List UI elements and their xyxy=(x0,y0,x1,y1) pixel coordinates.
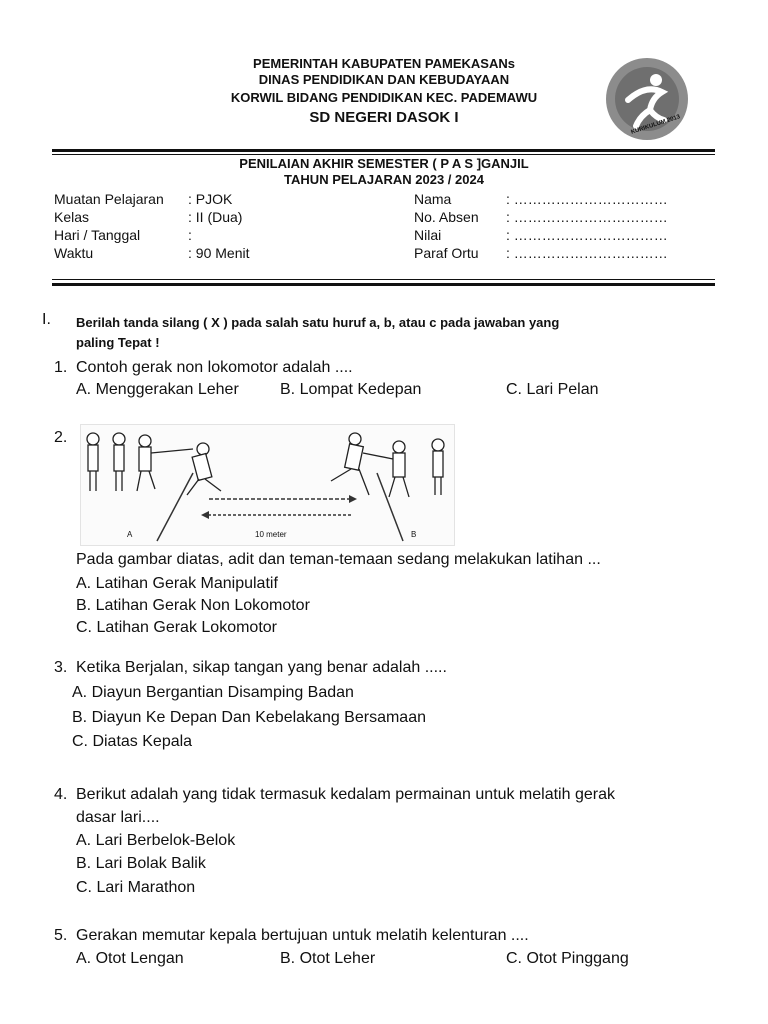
answer-option[interactable]: A. Latihan Gerak Manipulatif xyxy=(76,575,278,592)
figure-label-a: A xyxy=(127,530,133,539)
divider xyxy=(52,154,715,155)
section-instruction xyxy=(76,313,676,353)
question-text: Ketika Berjalan, sikap tangan yang benar adalah ..... xyxy=(76,659,447,676)
section-number: I. xyxy=(42,311,51,328)
question-number: 4. xyxy=(54,786,68,803)
answer-option[interactable]: B. Lari Bolak Balik xyxy=(76,855,206,872)
info-label: Kelas xyxy=(54,209,90,225)
divider xyxy=(52,283,715,286)
exam-year: TAHUN PELAJARAN 2023 / 2024 xyxy=(284,172,484,187)
header-line-3: KORWIL BIDANG PENDIDIKAN KEC. PADEMAWU xyxy=(230,90,538,105)
question-number: 5. xyxy=(54,927,68,944)
answer-option[interactable]: C. Otot Pinggang xyxy=(506,950,629,967)
question-number: 2. xyxy=(54,429,68,446)
divider xyxy=(52,279,715,280)
exam-title: PENILAIAN AKHIR SEMESTER ( P A S ]GANJIL xyxy=(239,156,529,171)
name-field[interactable]: : …………………………… xyxy=(506,191,668,207)
answer-option[interactable]: B. Latihan Gerak Non Lokomotor xyxy=(76,597,310,614)
kurikulum-logo xyxy=(606,58,688,140)
relay-running-figure xyxy=(80,424,455,546)
figure-distance-label: 10 meter xyxy=(255,530,287,539)
header-line-2: DINAS PENDIDIKAN DAN KEBUDAYAAN xyxy=(258,72,510,87)
nilai-field[interactable]: : …………………………… xyxy=(506,227,668,243)
running-children-illustration xyxy=(81,425,454,545)
question-text-continued: dasar lari.... xyxy=(76,809,160,826)
school-name: SD NEGERI DASOK I xyxy=(309,109,459,126)
absen-field[interactable]: : …………………………… xyxy=(506,209,668,225)
info-value: : II (Dua) xyxy=(188,209,243,225)
info-label: Paraf Ortu xyxy=(414,245,479,261)
answer-option[interactable]: A. Otot Lengan xyxy=(76,950,184,967)
instruction-line: paling Tepat ! xyxy=(76,335,160,350)
question-number: 1. xyxy=(54,359,68,376)
info-value: : xyxy=(188,227,192,243)
answer-option[interactable]: A. Lari Berbelok-Belok xyxy=(76,832,236,849)
answer-option[interactable]: C. Latihan Gerak Lokomotor xyxy=(76,619,277,636)
question-text: Berikut adalah yang tidak termasuk kedalam permainan untuk melatih gerak xyxy=(76,786,615,803)
question-number: 3. xyxy=(54,659,68,676)
info-label: No. Absen xyxy=(414,209,479,225)
info-label: Muatan Pelajaran xyxy=(54,191,164,207)
question-text: Gerakan memutar kepala bertujuan untuk melatih kelenturan .... xyxy=(76,927,529,944)
paraf-field[interactable]: : …………………………… xyxy=(506,245,668,261)
answer-option[interactable]: C. Lari Pelan xyxy=(506,381,599,398)
header-line-1: PEMERINTAH KABUPATEN PAMEKASANs xyxy=(253,56,515,71)
answer-option[interactable]: A. Diayun Bergantian Disamping Badan xyxy=(72,684,354,701)
answer-option[interactable]: B. Diayun Ke Depan Dan Kebelakang Bersamaan xyxy=(72,709,426,726)
info-value: : PJOK xyxy=(188,191,233,207)
info-label: Nilai xyxy=(414,227,442,243)
answer-option[interactable]: C. Lari Marathon xyxy=(76,879,196,896)
info-value: : 90 Menit xyxy=(188,245,250,261)
answer-option[interactable]: A. Menggerakan Leher xyxy=(76,381,239,398)
answer-option[interactable]: C. Diatas Kepala xyxy=(72,733,193,750)
info-label: Hari / Tanggal xyxy=(54,227,141,243)
info-label: Waktu xyxy=(54,245,94,261)
answer-option[interactable]: B. Otot Leher xyxy=(280,950,376,967)
answer-option[interactable]: B. Lompat Kedepan xyxy=(280,381,422,398)
info-label: Nama xyxy=(414,191,452,207)
figure-label-b: B xyxy=(411,530,417,539)
question-text: Contoh gerak non lokomotor adalah .... xyxy=(76,359,353,376)
logo-text: KURIKULUM 2013 xyxy=(630,114,682,136)
divider xyxy=(52,149,715,152)
instruction-line: Berilah tanda silang ( X ) pada salah satu huruf a, b, atau c pada jawaban yang xyxy=(76,315,560,330)
question-text: Pada gambar diatas, adit dan teman-temaan sedang melakukan latihan ... xyxy=(76,551,601,568)
